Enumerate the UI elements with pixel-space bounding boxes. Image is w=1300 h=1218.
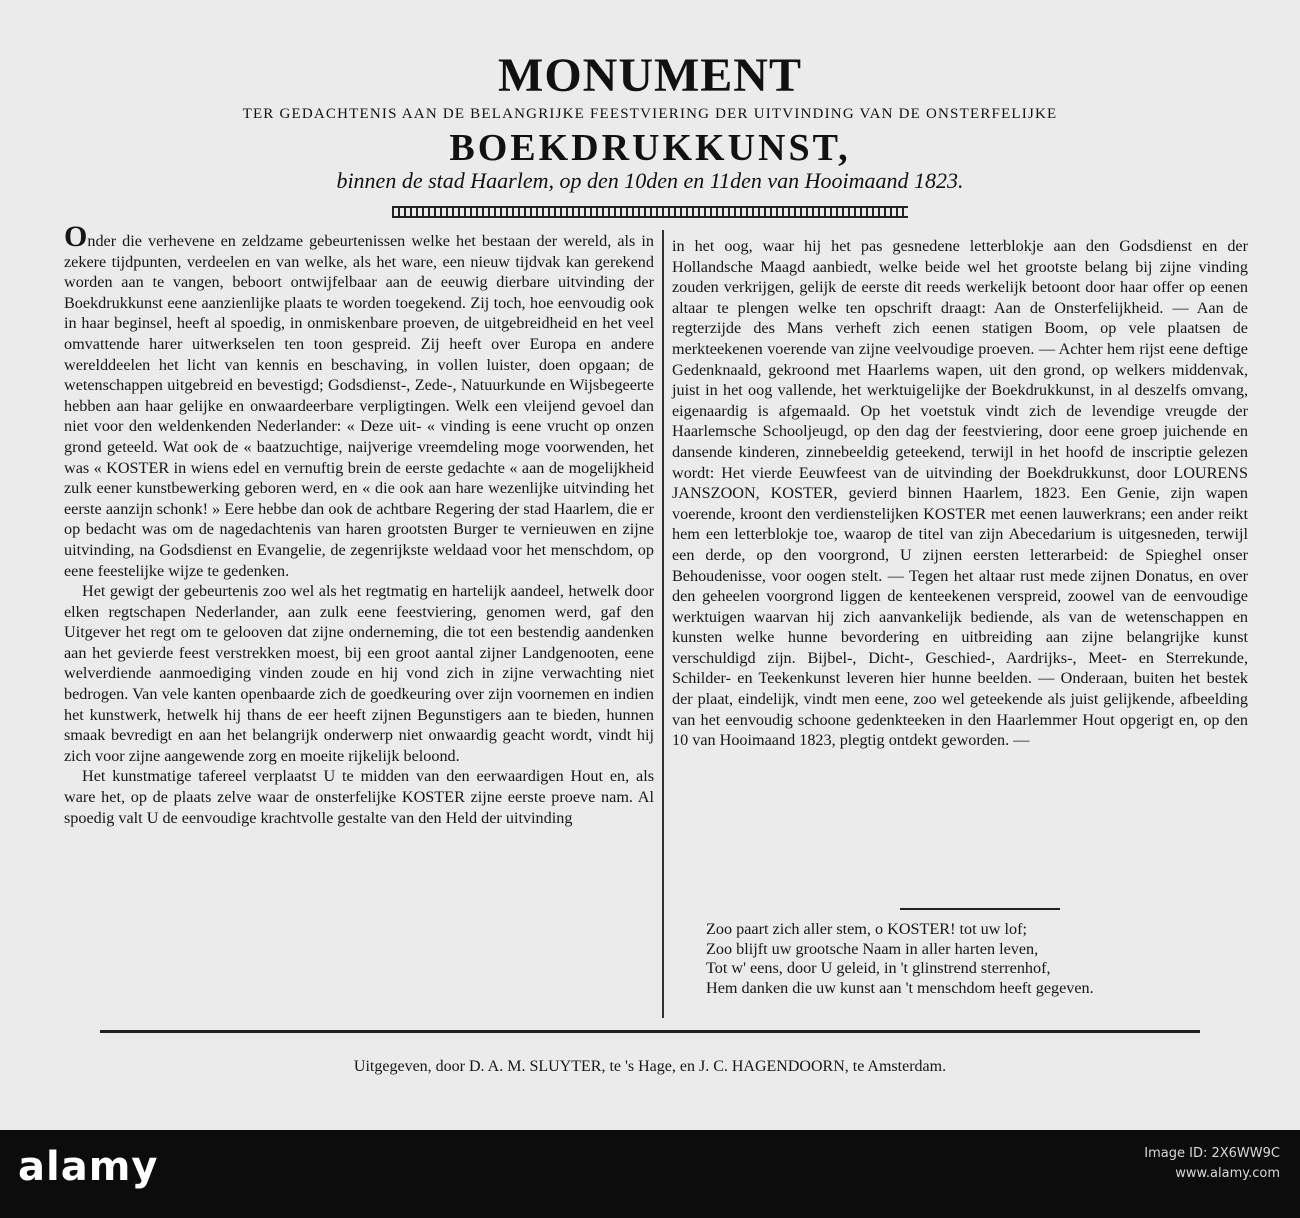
left-paragraph-2: Het gewigt der gebeurtenis zoo wel als het regtmatig en hartelijk aandeel, hetwelk door elken regtschapen Nederlander, aan zulk eene feestviering, genomen werd, gaf den Uitgever het regt om te gelooven dat zijne onderneming, die tot een bestendig aandenken aan het gevierde feest verstrekken moest, bij een groot aantal zijner Landgenooten, eene welverdiende aanmoediging vinden zoude en hij vond zich in zijne verwachting niet bedrogen. Van vele kanten openbaarde zich de goedkeuring over zijn voornemen en indien het kunstwerk, hetwelk hij thans de eer heeft zijnen Begunstigers aan te bieden, hunnen smaak bevredigt en aan het belangrijk onderwerp niet onwaardig geacht wordt, vindt hij zich voor zijne aangewende zorg en moeite rijkelijk beloond. [64, 582, 654, 765]
document-title: MONUMENT [498, 49, 802, 102]
bottom-rule [100, 1030, 1200, 1033]
left-paragraph-3: Het kunstmatige tafereel verplaatst U te midden van den eerwaardigen Hout en, als ware het, op de plaats zelve waar de onsterfelijke KOSTER zijne eerste proeve nam. Al spoedig valt U de eenvoudige krachtvolle gestalte van den Held der uitvinding [64, 767, 654, 827]
column-divider [662, 230, 664, 1018]
left-paragraph-1-text: nder die verhevene en zeldzame gebeurtenissen welke het bestaan der wereld, als in zekere tijdpunten, verdeelen en van welke, als het ware, een nieuw tijdvak kan gerekend worden aan te vangen, beboort ontwijfelbaar aan de eeuwig dierbare uitvinding der Boekdrukkunst eene aanzienlijke plaats te worden toegekend. Zij toch, hoe eenvoudig ook in haar beginsel, heeft al spoedig, in onmiskenbare proeven, de uitgebreidheid en het veel omvattende harer uitwerkselen ten toon gespreid. Zij heeft over Europa en andere werelddeelen het licht van kennis en beschaving, in vollen luister, doen opgaan; de wetenschappen uitgebreid en bevestigd; Godsdienst-, Zede-, Natuurkunde en Wijsbegeerte hebben aan haar gelijke en onwaardeerbare verpligtingen. Welk een vleijend gevoel dan niet voor den weldenkenden Nederlander: « Deze uit- « vinding is eene vrucht op onzen grond geteeld. Wat ook de « baatzuchtige, naijverige vreemdeling moge voorwenden, het was « KOSTER in wiens edel en vernuftig brein de eerste gedachte « aan de mogelijkheid zulk eener kunstbewerking geboren werd, en « die ook aan hare wezenlijke uitvinding het eerste aanzijn schonk! » Eere hebbe dan ook de achtbare Regering der stad Haarlem, die er op bedacht was om de nagedachtenis van haren grootsten Burger te vernieuwen en zijne uitvinding, na Godsdienst en Evangelie, de zegenrijkste weldaad voor het menschdom, op eene feestelijke wijze te gedenken. [64, 232, 654, 580]
poem-line: Zoo paart zich aller stem, o KOSTER! tot uw lof; [706, 920, 1027, 938]
document-subtitle-line3: binnen de stad Haarlem, op den 10den en 11den van Hooimaand 1823. [336, 168, 964, 193]
right-paragraph-1: in het oog, waar hij het pas gesnedene letterblokje aan den Godsdienst en der Hollandsche Maagd aanbiedt, welke beide wel het grootste belang bij zijne vinding zouden verkrijgen, gelijk de eerste dit reeds werkelijk betoont door haar offer op eenen altaar te plengen welke ten opschrift draagt: Aan de Onsterfelijkheid. — Aan de regterzijde des Mans verheft zich eenen statigen Boom, op vele plaatsen de merkteekenen voerende van zijne veelvoudige proeven. — Achter hem rijst eene deftige Gedenknaald, gekroond met Haarlems wapen, uit den grond, op welkers middenvak, juist in het oog vallende, het werktuigelijke der Boekdrukkunst, in al deszelfs omvang, eigenaardig is afgemaald. Op het voetstuk vindt zich de levendige vreugde der Haarlemsche Schooljeugd, op den dag der feestviering, door eene groep juichende en dansende kinderen, zinnebeeldig geteekend, terwijl in het hoofd de inscriptie gelezen wordt: Het vierde Eeuwfeest van de uitvinding der Boekdrukkunst, door LOURENS JANSZOON, KOSTER, gevierd binnen Haarlem, 1823. Een Genie, zijn wapen voerende, kroont den verdienstelijken KOSTER met eenen lauwerkrans; een ander reikt hem een letterblokje toe, waarop de titel van zijn Abecedarium is uitgesneden, terwijl een derde, op den voorgrond, U zijnen eersten letterarbeid: de Spieghel onser Behoudenisse, voor oogen stelt. — Tegen het altaar rust mede zijnen Donatus, en over den geheelen voorgrond liggen de kenteekenen verspreid, zoowel van de eenvoudige werktuigen waarvan hij zich aanvankelijk bediende, als van de wetenschappen en kunsten welke hunne bevordering en uitbreiding aan zijne belangrijke kunst verschuldigd zijn. Bijbel-, Dicht-, Geschied-, Aardrijks-, Meet- en Sterrekunde, Schilder- en Teekenkunst leveren hier hunne beelden. — Onderaan, buiten het bestek der plaat, eindelijk, vindt men eene, zoo wel geteekende als juist gelijkende, afbeelding van het eenvoudig schoone gedenkteeken in den Haarlemmer Hout opgerigt en, op den 10 van Hooimaand 1823, plegtig ontdekt geworden. — [672, 237, 1248, 750]
publisher-footer: Uitgegeven, door D. A. M. SLUYTER, te 's Hage, en J. C. HAGENDOORN, te Amsterdam. [353, 1058, 947, 1075]
document-subtitle-line1: TER GEDACHTENIS AAN DE BELANGRIJKE FEESTVIERING DER UITVINDING VAN DE ONSTERFELIJKE [242, 106, 1058, 122]
alamy-logo: alamy [18, 1144, 159, 1190]
document-subtitle-line2: BOEKDRUKKUNST, [449, 127, 851, 169]
left-paragraph-1 [64, 220, 654, 581]
watermark-info [1144, 1144, 1280, 1184]
watermark-band [0, 1130, 1300, 1218]
image-id-label: Image ID: 2X6WW9C [1144, 1146, 1280, 1161]
poem-rule [900, 908, 1060, 910]
closing-poem [706, 920, 1266, 998]
ornamental-rule [392, 206, 908, 218]
right-text-column [672, 236, 1248, 751]
drop-cap: O [64, 220, 88, 253]
poem-line: Zoo blijft uw grootsche Naam in aller harten leven, [706, 939, 1039, 958]
poem-line: Tot w' eens, door U geleid, in 't glinstrend sterrenhof, [706, 959, 1051, 977]
left-text-column [64, 220, 654, 828]
watermark-site: www.alamy.com [1175, 1166, 1280, 1181]
poem-line: Hem danken die uw kunst aan 't menschdom heeft gegeven. [706, 978, 1094, 997]
